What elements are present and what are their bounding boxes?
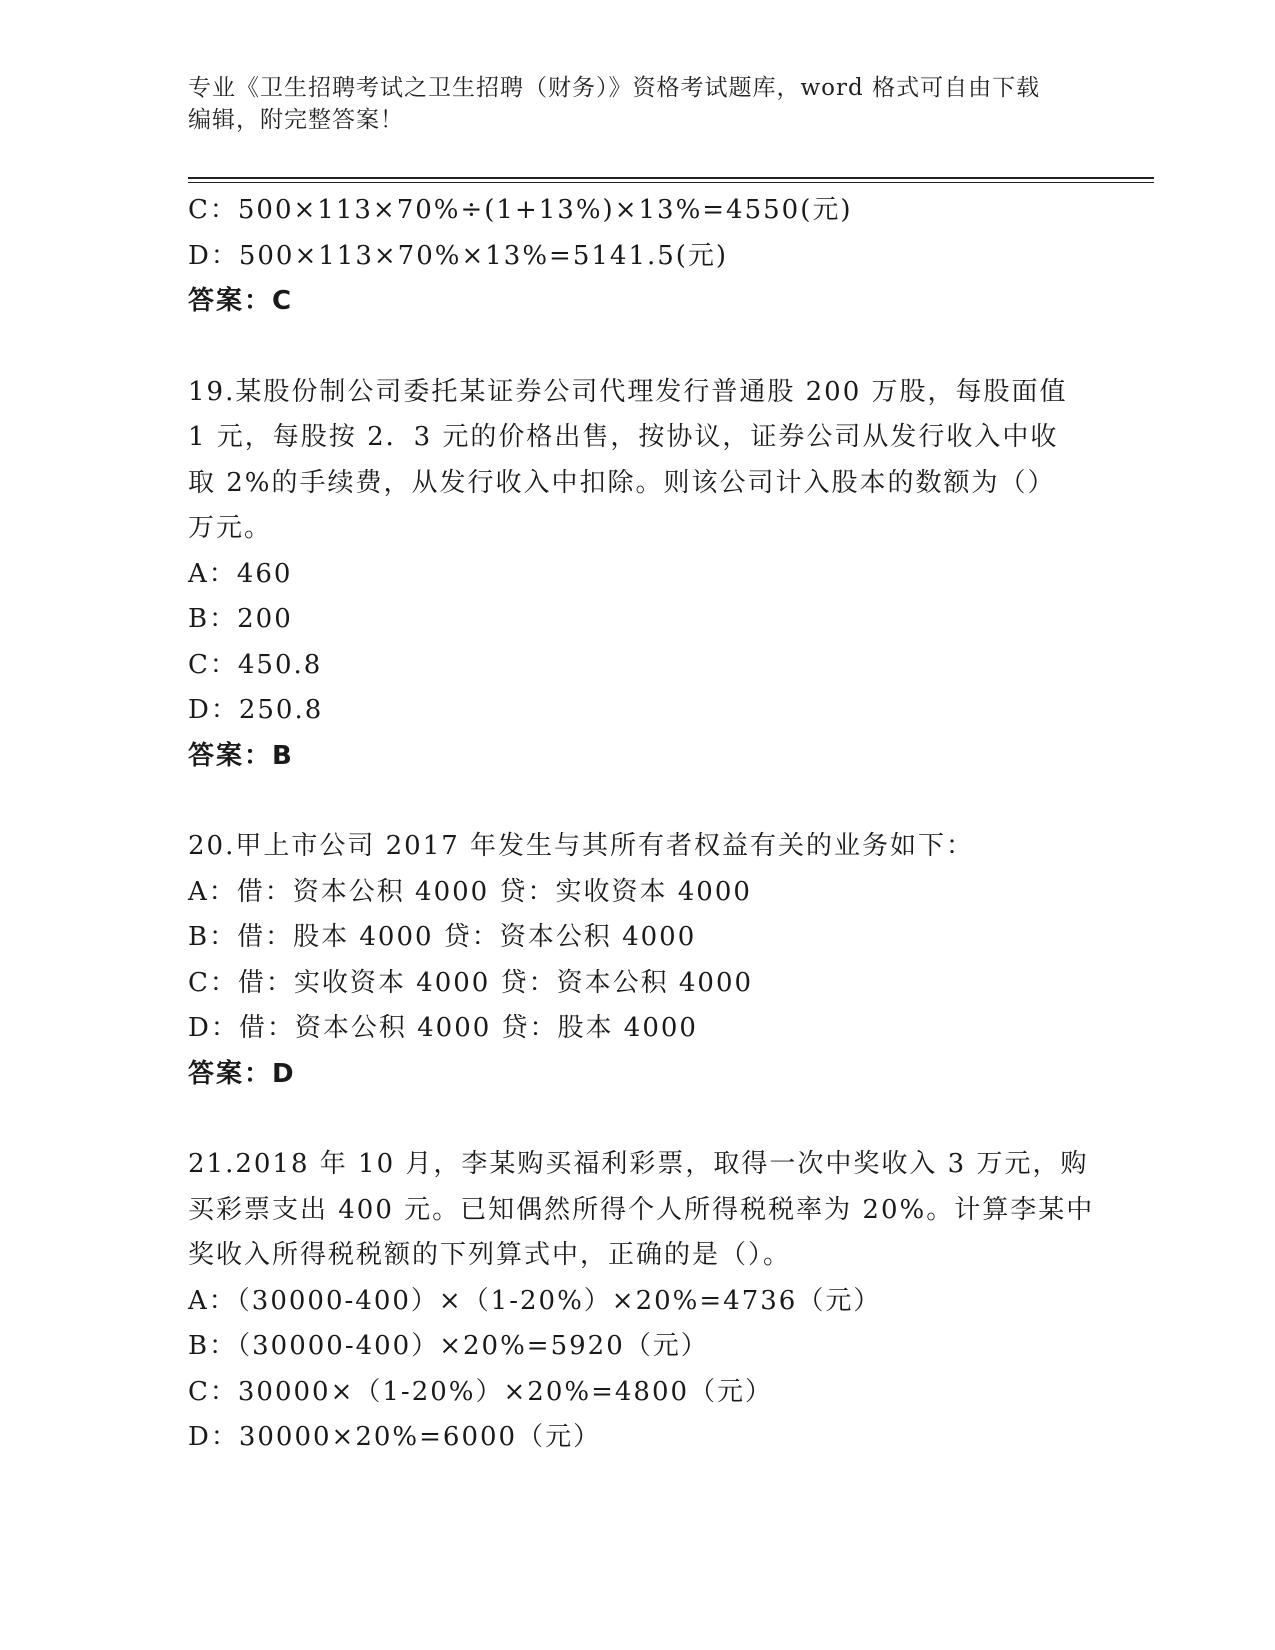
option-b: B：借：股本 4000 贷：资本公积 4000 — [188, 922, 697, 952]
header-divider-thin — [188, 182, 1154, 183]
question-19 — [188, 370, 1088, 780]
question-text-line: 万元。 — [188, 513, 273, 543]
option-b: B：（30000-400）×20%=5920（元） — [188, 1331, 709, 1361]
question-text-line: 买彩票支出 400 元。已知偶然所得个人所得税税率为 20%。计算李某中 — [188, 1194, 1095, 1225]
question-text-line: 21.2018 年 10 月，李某购买福利彩票，取得一次中奖收入 3 万元，购 — [188, 1149, 1089, 1179]
header-line-1: 专业《卫生招聘考试之卫生招聘（财务）》资格考试题库，word 格式可自由下载 — [188, 75, 1041, 101]
question-21 — [188, 1142, 1095, 1461]
header-divider-thick — [188, 177, 1154, 179]
question-text-line: 奖收入所得税税额的下列算式中，正确的是（）。 — [188, 1240, 792, 1270]
question-20 — [188, 824, 1088, 1097]
answer-line: 答案：B — [188, 740, 294, 771]
option-c: C：借：实收资本 4000 贷：资本公积 4000 — [188, 967, 754, 998]
option-d: D：500×113×70%×13%=5141.5(元) — [188, 240, 729, 271]
document-header — [188, 72, 1088, 136]
prev-question-block — [188, 188, 1088, 325]
question-content — [188, 188, 1095, 1461]
question-text-line: 19.某股份制公司委托某证券公司代理发行普通股 200 万股，每股面值 — [188, 376, 1068, 407]
question-text-line: 1 元，每股按 2．3 元的价格出售，按协议，证券公司从发行收入中收 — [188, 422, 1059, 452]
option-a: A：（30000-400）×（1-20%）×20%=4736（元） — [188, 1285, 882, 1316]
option-a: A：460 — [188, 558, 293, 589]
option-c: C：500×113×70%÷(1+13%)×13%=4550(元) — [188, 195, 853, 225]
question-text-line: 20.甲上市公司 2017 年发生与其所有者权益有关的业务如下： — [188, 831, 975, 861]
header-line-2: 编辑，附完整答案！ — [188, 107, 404, 133]
option-d: D：借：资本公积 4000 贷：股本 4000 — [188, 1013, 698, 1043]
option-c: C：450.8 — [188, 649, 323, 680]
answer-line: 答案：C — [188, 286, 294, 316]
option-d: D：250.8 — [188, 695, 324, 725]
answer-line: 答案：D — [188, 1058, 296, 1089]
option-b: B：200 — [188, 604, 293, 634]
option-a: A：借：资本公积 4000 贷：实收资本 4000 — [188, 876, 752, 907]
option-c: C：30000×（1-20%）×20%=4800（元） — [188, 1376, 774, 1407]
question-text-line: 取 2%的手续费，从发行收入中扣除。则该公司计入股本的数额为（） — [188, 467, 1056, 498]
option-d: D：30000×20%=6000（元） — [188, 1422, 602, 1452]
